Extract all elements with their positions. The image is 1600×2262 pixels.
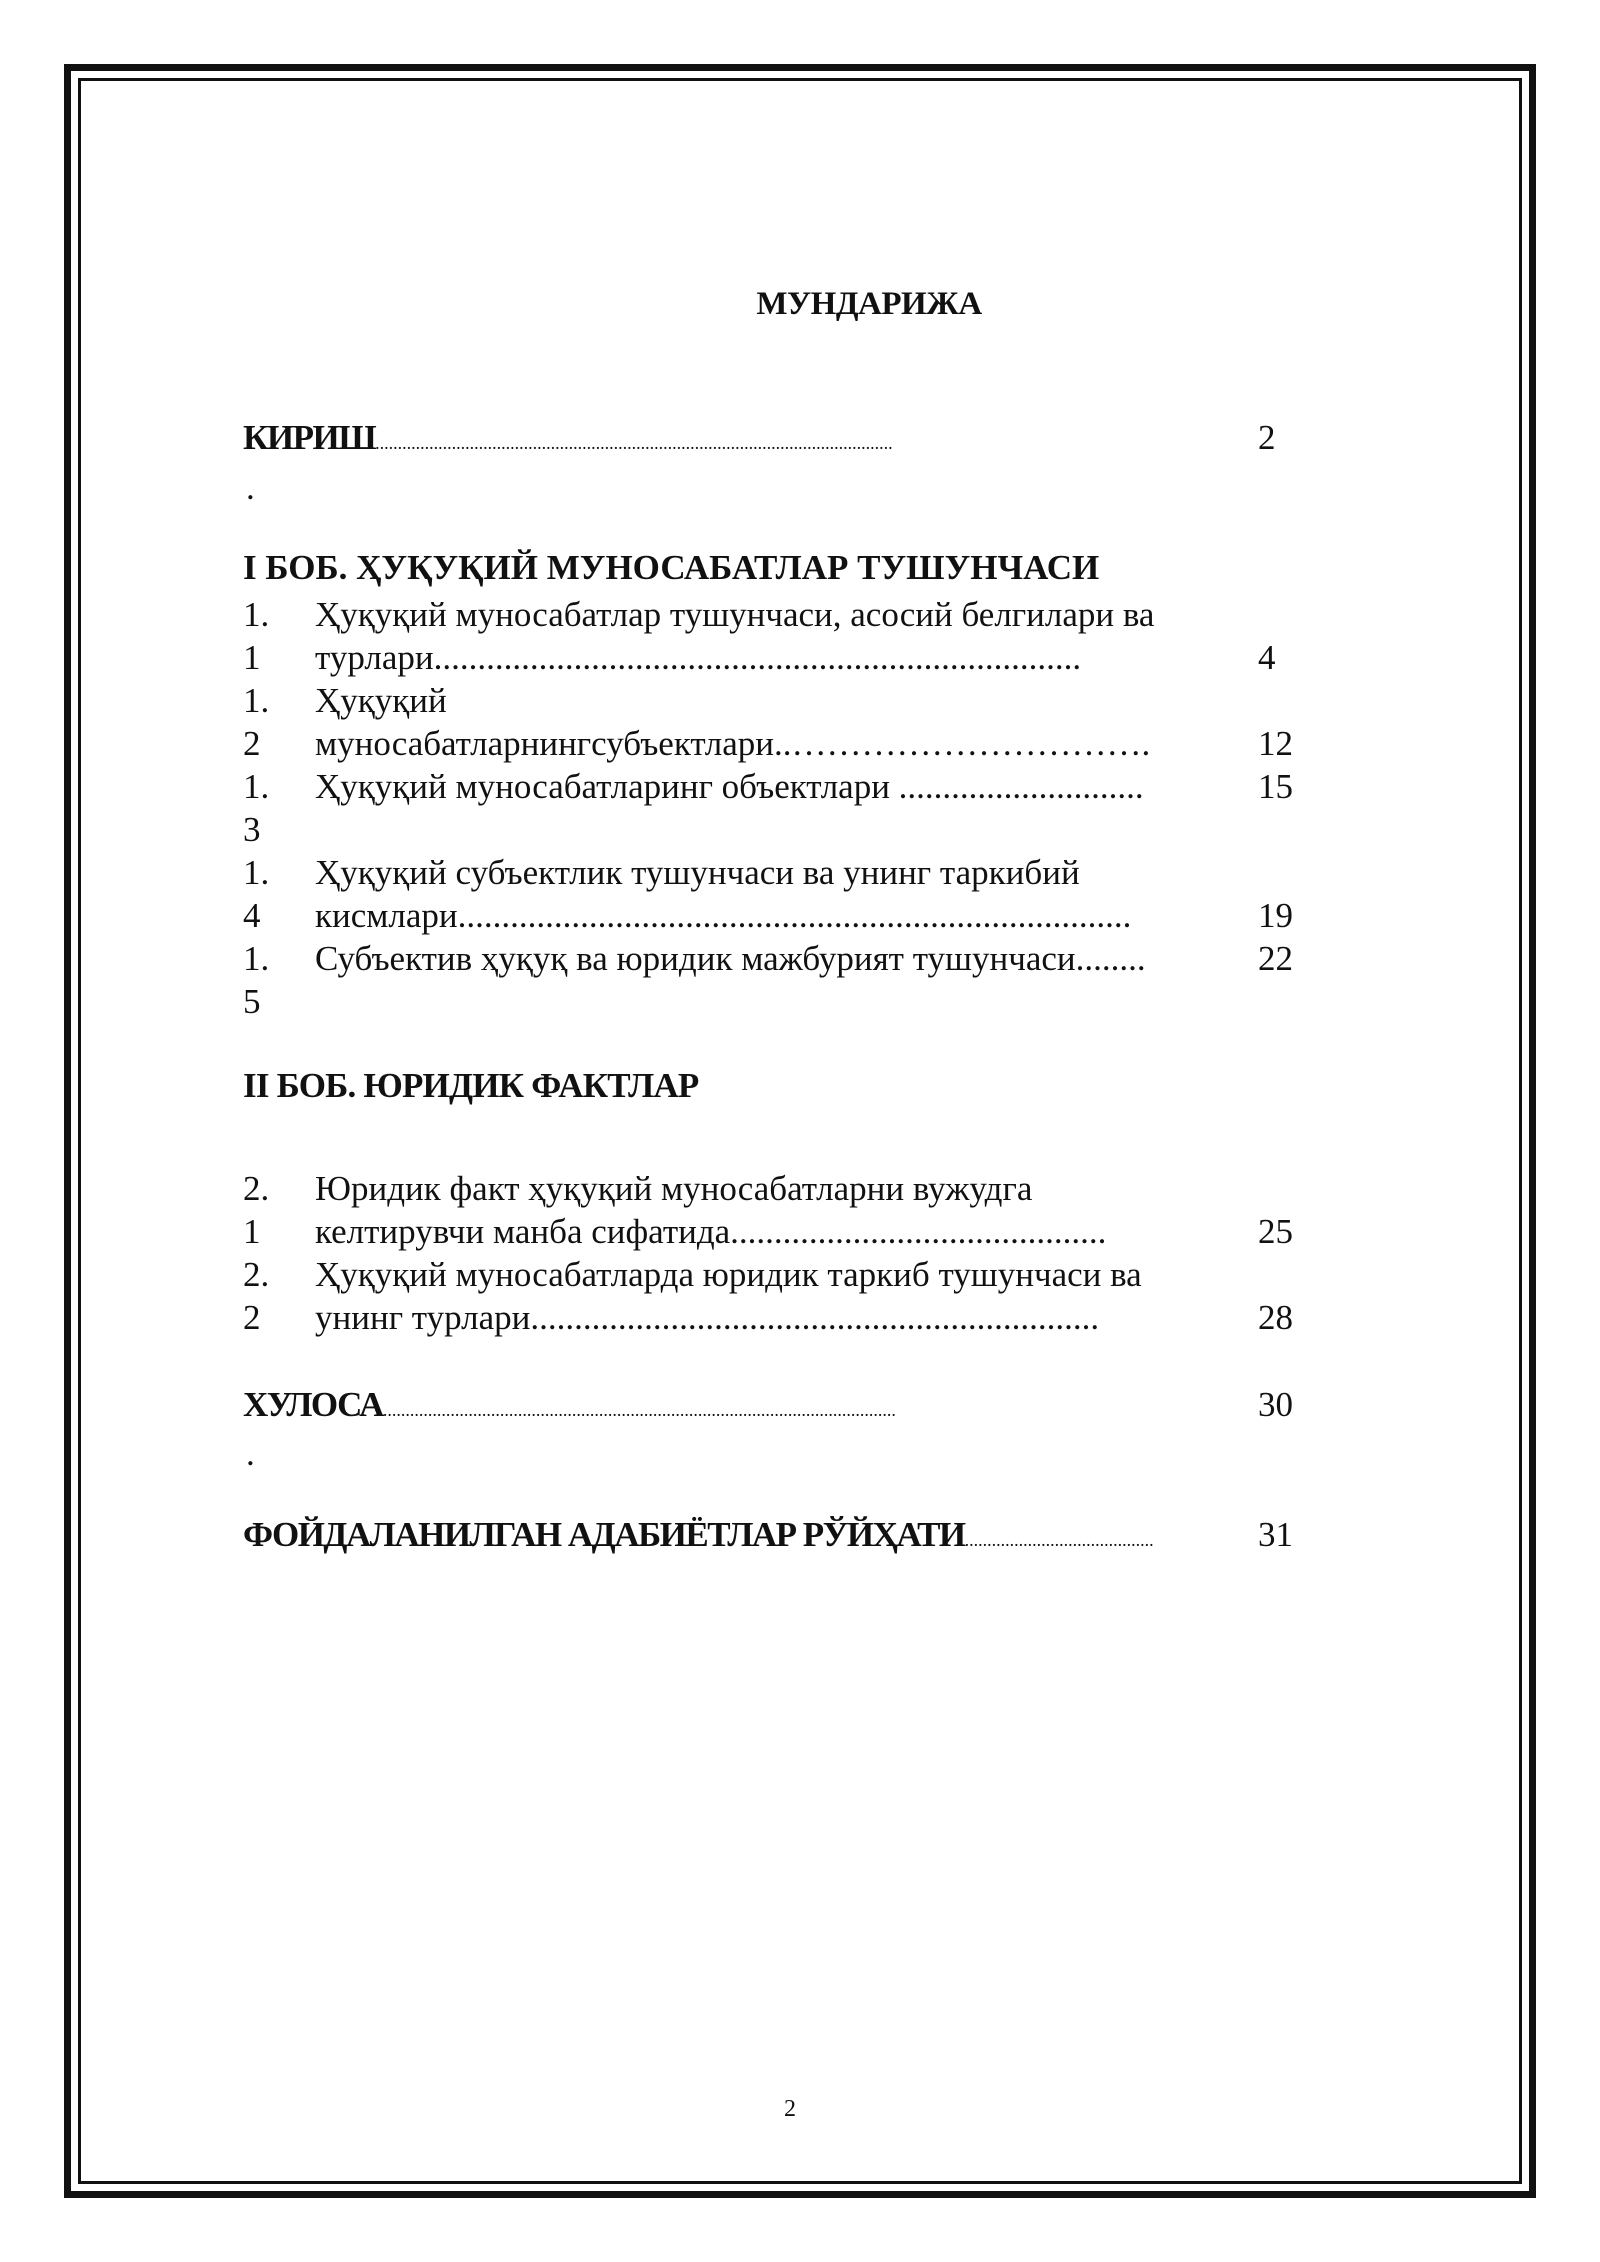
- entry-title-line-2: кисмлари.............................................................................: [315, 896, 1132, 935]
- toc-title: МУНДАРИЖА: [756, 286, 982, 322]
- entry-page: 12: [1258, 724, 1293, 763]
- references-leader: ..........................................: [964, 1530, 1154, 1550]
- entry-title-line-1: Ҳуқуқий: [315, 681, 447, 720]
- entry-title-line-2: унинг турлари.................................................................: [315, 1298, 1100, 1337]
- chapter-1-heading[interactable]: I БОБ. ҲУҚУҚИЙ МУНОСАБАТЛАР ТУШУНЧАСИ: [243, 548, 1100, 587]
- entry-number-part-a: 1.: [243, 595, 270, 634]
- conclusion-page: 30: [1258, 1385, 1293, 1424]
- entry-number-part-b: 2: [243, 1298, 261, 1337]
- entry-number-part-b: 4: [243, 896, 261, 935]
- entry-number-part-b: 1: [243, 638, 261, 677]
- entry-title-line-2: турлари..........................................................................: [315, 638, 1082, 677]
- entry-number-part-b: 2: [243, 724, 261, 763]
- entry-page: 4: [1258, 638, 1276, 677]
- entry-title-line-1: Субъектив ҳуқуқ ва юридик мажбурият тушунчаси........: [315, 939, 1146, 978]
- entry-number-part-a: 2.: [243, 1255, 270, 1294]
- conclusion-stray-dot: .: [246, 1434, 255, 1473]
- entry-page: 28: [1258, 1298, 1293, 1337]
- entry-page: 19: [1258, 896, 1293, 935]
- chapter-2-heading[interactable]: II БОБ. ЮРИДИК ФАКТЛАР: [243, 1066, 699, 1105]
- page-border-inner: [78, 78, 1522, 2184]
- entry-number-part-a: 1.: [243, 767, 270, 806]
- intro-leader: ...................................................................................................................: [375, 433, 893, 453]
- conclusion-label: ХУЛОСА: [243, 1385, 383, 1424]
- entry-page: 22: [1258, 939, 1293, 978]
- entry-title-line-1: Ҳуқуқий муносабатлар тушунчаси, асосий белгилари ва: [315, 595, 1155, 634]
- entry-number-part-a: 2.: [243, 1169, 270, 1208]
- intro-label: КИРИШ: [243, 418, 376, 457]
- references-page: 31: [1258, 1515, 1293, 1554]
- entry-number-part-a: 1.: [243, 681, 270, 720]
- entry-number-part-a: 1.: [243, 853, 270, 892]
- intro-page: 2: [1258, 418, 1276, 457]
- entry-title-line-1: Ҳуқуқий муносабатларинг объектлари ............................: [315, 767, 1144, 806]
- entry-title-line-1: Ҳуқуқий муносабатларда юридик таркиб тушунчаси ва: [315, 1255, 1142, 1294]
- entry-title-line-1: Ҳуқуқий субъектлик тушунчаси ва унинг таркибий: [315, 853, 1080, 892]
- entry-title-line-2: келтирувчи манба сифатида...........................................: [315, 1212, 1107, 1251]
- entry-number-part-b: 3: [243, 810, 261, 849]
- entry-page: 25: [1258, 1212, 1293, 1251]
- entry-number-part-a: 1.: [243, 939, 270, 978]
- references-label: ФОЙДАЛАНИЛГАН АДАБИЁТЛАР РЎЙҲАТИ: [243, 1515, 965, 1554]
- entry-number-part-b: 5: [243, 982, 261, 1021]
- page-number: 2: [784, 2096, 796, 2122]
- intro-stray-dot: .: [246, 468, 255, 507]
- conclusion-leader: ..................................................................................................................: [382, 1400, 896, 1420]
- entry-page: 15: [1258, 767, 1293, 806]
- entry-title-line-2: муносабатларнингсубъектлари..………………………….: [315, 724, 1151, 763]
- entry-title-line-1: Юридик факт ҳуқуқий муносабатларни вужудга: [315, 1169, 1033, 1208]
- entry-number-part-b: 1: [243, 1212, 261, 1251]
